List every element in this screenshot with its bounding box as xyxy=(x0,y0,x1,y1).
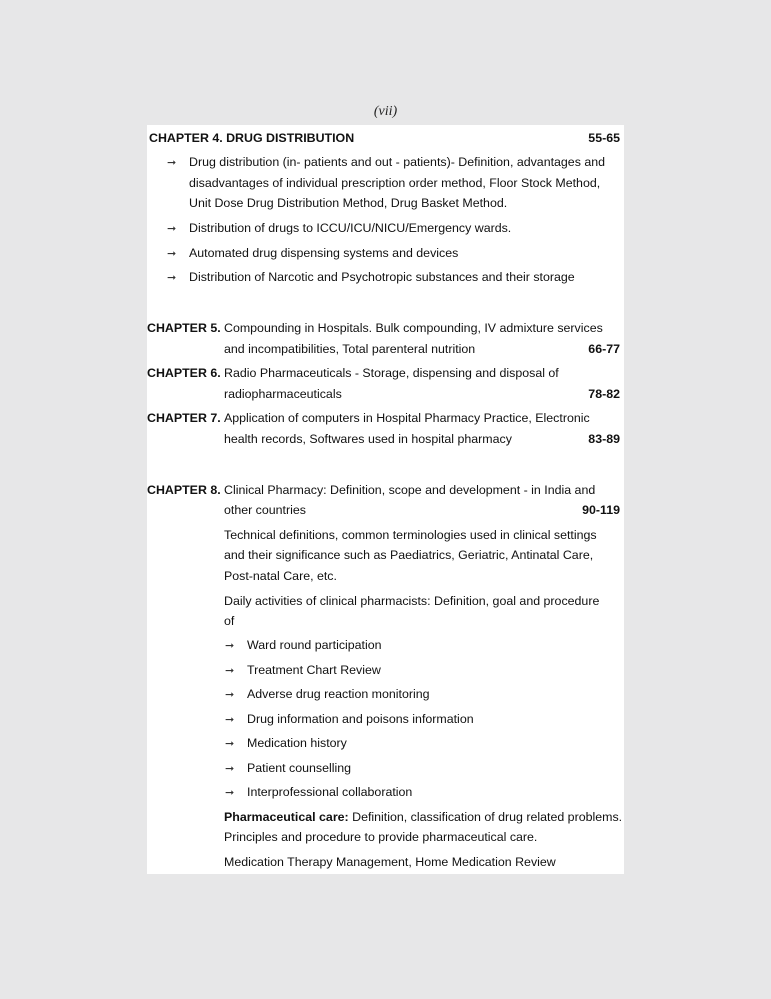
ch8-tech-line-2: and their significance such as Paediatrics, Geriatric, Antinatal Care, xyxy=(224,548,594,562)
chapter-4-heading: CHAPTER 4. DRUG DISTRIBUTION xyxy=(149,131,355,145)
arrow-bullet-icon: ➞ xyxy=(225,689,235,701)
chapter-5-title-line-2: and incompatibilities, Total parenteral nutrition xyxy=(224,342,476,356)
ch8-daily-line-1: Daily activities of clinical pharmacists: Definition, goal and procedure xyxy=(224,594,600,608)
chapter-8-pages: 90-119 xyxy=(582,503,620,517)
page-number: (vii) xyxy=(373,104,398,119)
arrow-bullet-icon: ➞ xyxy=(225,714,235,726)
chapter-8-title-line-2: other countries xyxy=(224,503,306,517)
ch4-item-4: Distribution of Narcotic and Psychotropic substances and their storage xyxy=(189,270,575,284)
ch8-tech-line-1: Technical definitions, common terminologies used in clinical settings xyxy=(224,528,597,542)
arrow-bullet-icon: ➞ xyxy=(167,223,177,235)
ch4-item-1-line-1: Drug distribution (in- patients and out - patients)- Definition, advantages and xyxy=(189,155,606,169)
chapter-5-title-line-1: Compounding in Hospitals. Bulk compounding, IV admixture services xyxy=(224,321,603,335)
chapter-7-title-line-1: Application of computers in Hospital Pharmacy Practice, Electronic xyxy=(224,411,590,425)
pharm-care-term: Pharmaceutical care: xyxy=(224,810,349,824)
ch4-item-2: Distribution of drugs to ICCU/ICU/NICU/Emergency wards. xyxy=(189,221,512,235)
pharm-care-definition: Definition, classification of drug related problems. xyxy=(348,810,623,824)
chapter-6-pages: 78-82 xyxy=(588,387,620,401)
chapter-5-label: CHAPTER 5. xyxy=(147,321,221,335)
chapter-8-title-line-1: Clinical Pharmacy: Definition, scope and development - in India and xyxy=(224,483,596,497)
ch8-activity-4: Drug information and poisons information xyxy=(247,712,474,726)
arrow-bullet-icon: ➞ xyxy=(225,665,235,677)
chapter-6-title-line-1: Radio Pharmaceuticals - Storage, dispensing and disposal of xyxy=(224,366,559,380)
chapter-8-label: CHAPTER 8. xyxy=(147,483,221,497)
chapter-6-label: CHAPTER 6. xyxy=(147,366,221,380)
chapter-7-label: CHAPTER 7. xyxy=(147,411,221,425)
ch8-activity-3: Adverse drug reaction monitoring xyxy=(247,687,430,701)
arrow-bullet-icon: ➞ xyxy=(225,640,235,652)
ch8-pharm-care-line-1 xyxy=(224,807,622,828)
ch4-item-1-line-3: Unit Dose Drug Distribution Method, Drug Basket Method. xyxy=(189,196,508,210)
ch8-pharm-care-line-2: Principles and procedure to provide pharmaceutical care. xyxy=(224,830,538,844)
ch8-activity-5: Medication history xyxy=(247,736,347,750)
arrow-bullet-icon: ➞ xyxy=(167,272,177,284)
arrow-bullet-icon: ➞ xyxy=(167,248,177,260)
arrow-bullet-icon: ➞ xyxy=(167,157,177,169)
chapter-7-pages: 83-89 xyxy=(588,432,620,446)
ch8-tech-line-3: Post-natal Care, etc. xyxy=(224,569,337,583)
ch8-activity-6: Patient counselling xyxy=(247,761,352,775)
chapter-5-pages: 66-77 xyxy=(588,342,620,356)
arrow-bullet-icon: ➞ xyxy=(225,763,235,775)
ch8-activity-2: Treatment Chart Review xyxy=(247,663,381,677)
ch8-activity-7: Interprofessional collaboration xyxy=(247,785,413,799)
ch8-mtm-line: Medication Therapy Management, Home Medication Review xyxy=(224,855,556,869)
ch4-item-3: Automated drug dispensing systems and devices xyxy=(189,246,459,260)
ch8-activity-1: Ward round participation xyxy=(247,638,382,652)
syllabus-page xyxy=(147,125,624,874)
chapter-6-title-line-2: radiopharmaceuticals xyxy=(224,387,342,401)
arrow-bullet-icon: ➞ xyxy=(225,738,235,750)
arrow-bullet-icon: ➞ xyxy=(225,787,235,799)
ch8-daily-line-2: of xyxy=(224,614,235,628)
chapter-7-title-line-2: health records, Softwares used in hospital pharmacy xyxy=(224,432,512,446)
ch4-item-1-line-2: disadvantages of individual prescription order method, Floor Stock Method, xyxy=(189,176,601,190)
chapter-4-pages: 55-65 xyxy=(588,131,620,145)
